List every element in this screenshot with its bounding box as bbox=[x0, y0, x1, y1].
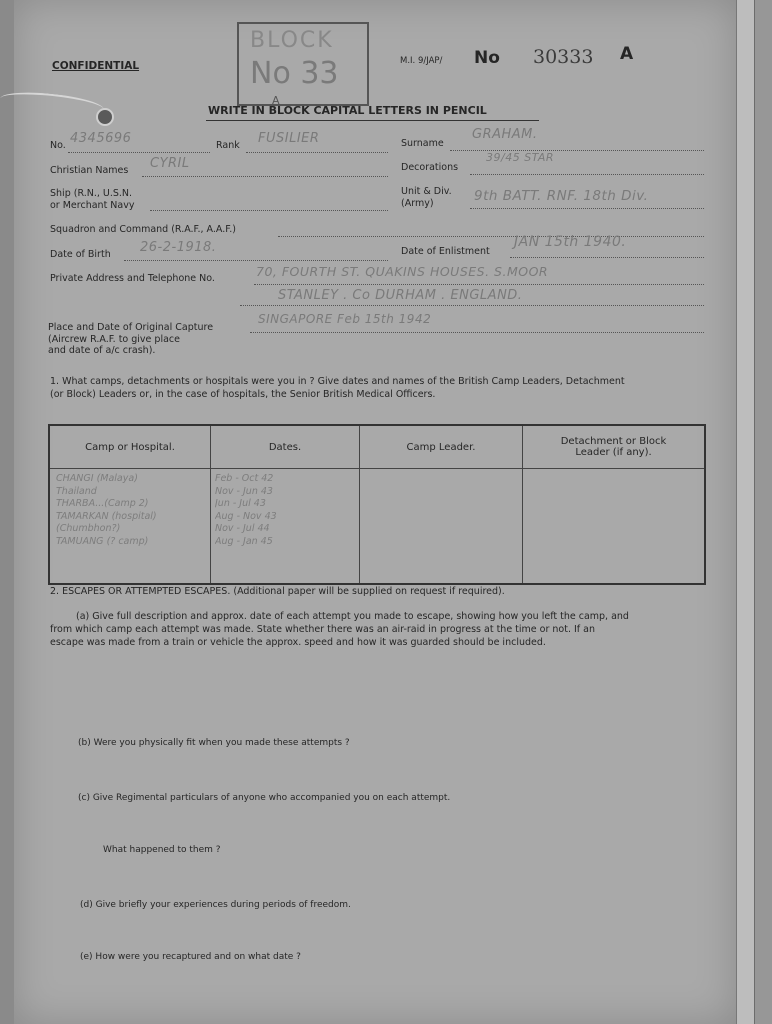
punch-hole bbox=[96, 108, 114, 126]
dob-line bbox=[124, 260, 388, 261]
unit-line bbox=[470, 208, 704, 209]
folder-edge bbox=[754, 0, 772, 1024]
ship-label-line1: Ship (R.N., U.S.N. bbox=[50, 188, 133, 199]
date-entry: Feb - Oct 42 bbox=[215, 473, 274, 484]
col-camp-or-hospital: Camp or Hospital. bbox=[49, 425, 211, 469]
q1-text-line2: (or Block) Leaders or, in the case of hospitals, the Senior British Medical Officers. bbox=[50, 389, 436, 400]
camp-entry: TAMUANG (? camp) bbox=[56, 535, 149, 547]
squadron-label: Squadron and Command (R.A.F., A.A.F.) bbox=[50, 224, 236, 235]
confidential-label: CONFIDENTIAL bbox=[52, 60, 140, 72]
enlistment-value: JAN 15th 1940. bbox=[514, 234, 627, 250]
page-fold-shadow bbox=[0, 0, 14, 1024]
q2a-text-line1: (a) Give full description and approx. date of each attempt you made to escape, showing how you left the camp, and bbox=[76, 611, 629, 622]
dob-value: 26-2-1918. bbox=[140, 240, 217, 255]
date-entry: Aug - Jan 45 bbox=[215, 535, 273, 547]
capture-label bbox=[48, 322, 213, 357]
unit-label bbox=[401, 186, 452, 210]
detachment-leader-cell bbox=[523, 469, 706, 585]
section2-heading: 2. ESCAPES OR ATTEMPTED ESCAPES. (Additional paper will be supplied on request if required). bbox=[50, 586, 505, 597]
ship-label bbox=[50, 188, 134, 212]
capture-line bbox=[250, 332, 704, 333]
decorations-line bbox=[470, 174, 704, 175]
date-entry: Nov - Jul 44 bbox=[215, 523, 270, 534]
christian-names-label: Christian Names bbox=[50, 165, 129, 176]
serial-suffix: A bbox=[620, 44, 634, 64]
unit-value: 9th BATT. RNF. 18th Div. bbox=[474, 188, 649, 204]
christian-names-value: CYRIL bbox=[150, 156, 190, 171]
address-line1-value: 70, FOURTH ST. QUAKINS HOUSES. S.MOOR bbox=[256, 264, 549, 279]
service-no-label: No. bbox=[50, 140, 66, 151]
page-stack-edge bbox=[736, 0, 755, 1024]
col-dates: Dates. bbox=[211, 425, 360, 469]
col-detachment-leader: Detachment or Block Leader (if any). bbox=[523, 425, 706, 469]
address-label: Private Address and Telephone No. bbox=[50, 273, 215, 284]
ship-line bbox=[150, 210, 388, 211]
form-reference: M.I. 9/JAP/ bbox=[400, 56, 443, 66]
unit-label-line2: (Army) bbox=[401, 198, 434, 209]
camp-entry: (Chumbhon?) bbox=[56, 523, 121, 534]
capture-label-line3: and date of a/c crash). bbox=[48, 345, 156, 356]
q2a-text-line2: from which camp each attempt was made. State whether there was an air-raid in progress at the time or not. If an bbox=[50, 624, 596, 635]
serial-number: 30333 bbox=[533, 46, 594, 68]
capture-label-line2: (Aircrew R.A.F. to give place bbox=[48, 333, 180, 345]
decorations-value: 39/45 STAR bbox=[486, 151, 555, 164]
dates-cell bbox=[211, 469, 360, 585]
rank-value: FUSILIER bbox=[258, 131, 320, 146]
q1-text-line1: 1. What camps, detachments or hospitals were you in ? Give dates and names of the British Camp Leaders, Detachment bbox=[50, 376, 625, 387]
col-camp-leader: Camp Leader. bbox=[360, 425, 523, 469]
q2b-text: (b) Were you physically fit when you made these attempts ? bbox=[78, 738, 350, 748]
surname-label: Surname bbox=[401, 138, 444, 149]
q2e-text: (e) How were you recaptured and on what date ? bbox=[80, 952, 301, 962]
q2a-text-line3: escape was made from a train or vehicle the approx. speed and how it was guarded should be included. bbox=[50, 637, 546, 648]
ship-label-line2: or Merchant Navy bbox=[50, 200, 135, 211]
enlistment-line bbox=[510, 257, 704, 258]
surname-value: GRAHAM. bbox=[472, 127, 538, 142]
date-entry: Aug - Nov 43 bbox=[215, 510, 277, 522]
address-line2-value: STANLEY . Co DURHAM . ENGLAND. bbox=[278, 288, 523, 303]
number-label: No bbox=[474, 48, 500, 68]
camp-entry: CHANGI (Malaya) bbox=[56, 473, 138, 484]
squadron-line bbox=[278, 236, 704, 237]
rank-line bbox=[246, 152, 388, 153]
date-entry: Nov - Jun 43 bbox=[215, 485, 273, 497]
christian-names-line bbox=[142, 176, 388, 177]
capture-value: SINGAPORE Feb 15th 1942 bbox=[258, 312, 432, 326]
stamp-mark: A bbox=[272, 94, 280, 107]
camps-cell bbox=[49, 469, 211, 585]
camp-leader-cell bbox=[360, 469, 523, 585]
q2c-sub-text: What happened to them ? bbox=[103, 845, 221, 855]
service-no-line bbox=[68, 152, 210, 153]
q2d-text: (d) Give briefly your experiences during periods of freedom. bbox=[80, 900, 351, 910]
address-line2 bbox=[240, 305, 704, 306]
capture-label-line1: Place and Date of Original Capture bbox=[48, 322, 214, 333]
camps-table-header bbox=[49, 425, 705, 469]
enlistment-label: Date of Enlistment bbox=[401, 246, 490, 257]
stamp-text-number: No 33 bbox=[250, 56, 339, 91]
q2c-text: (c) Give Regimental particulars of anyone who accompanied you on each attempt. bbox=[78, 793, 451, 803]
date-entry: Jun - Jul 43 bbox=[215, 498, 266, 509]
instruction-underline bbox=[206, 120, 539, 121]
instruction-heading: WRITE IN BLOCK CAPITAL LETTERS IN PENCIL bbox=[208, 104, 487, 117]
camp-entry: TAMARKAN (hospital) bbox=[56, 510, 157, 522]
rank-label: Rank bbox=[216, 140, 240, 151]
unit-label-line1: Unit & Div. bbox=[401, 186, 452, 197]
service-no-value: 4345696 bbox=[70, 131, 132, 146]
stamp-text-block: BLOCK bbox=[250, 28, 334, 53]
camps-table bbox=[48, 424, 706, 585]
table-row bbox=[49, 469, 705, 585]
dob-label: Date of Birth bbox=[50, 249, 111, 260]
address-line1 bbox=[254, 284, 704, 285]
decorations-label: Decorations bbox=[401, 162, 459, 173]
camp-entry: THARBA...(Camp 2) bbox=[56, 498, 149, 509]
camp-entry: Thailand bbox=[56, 485, 97, 497]
